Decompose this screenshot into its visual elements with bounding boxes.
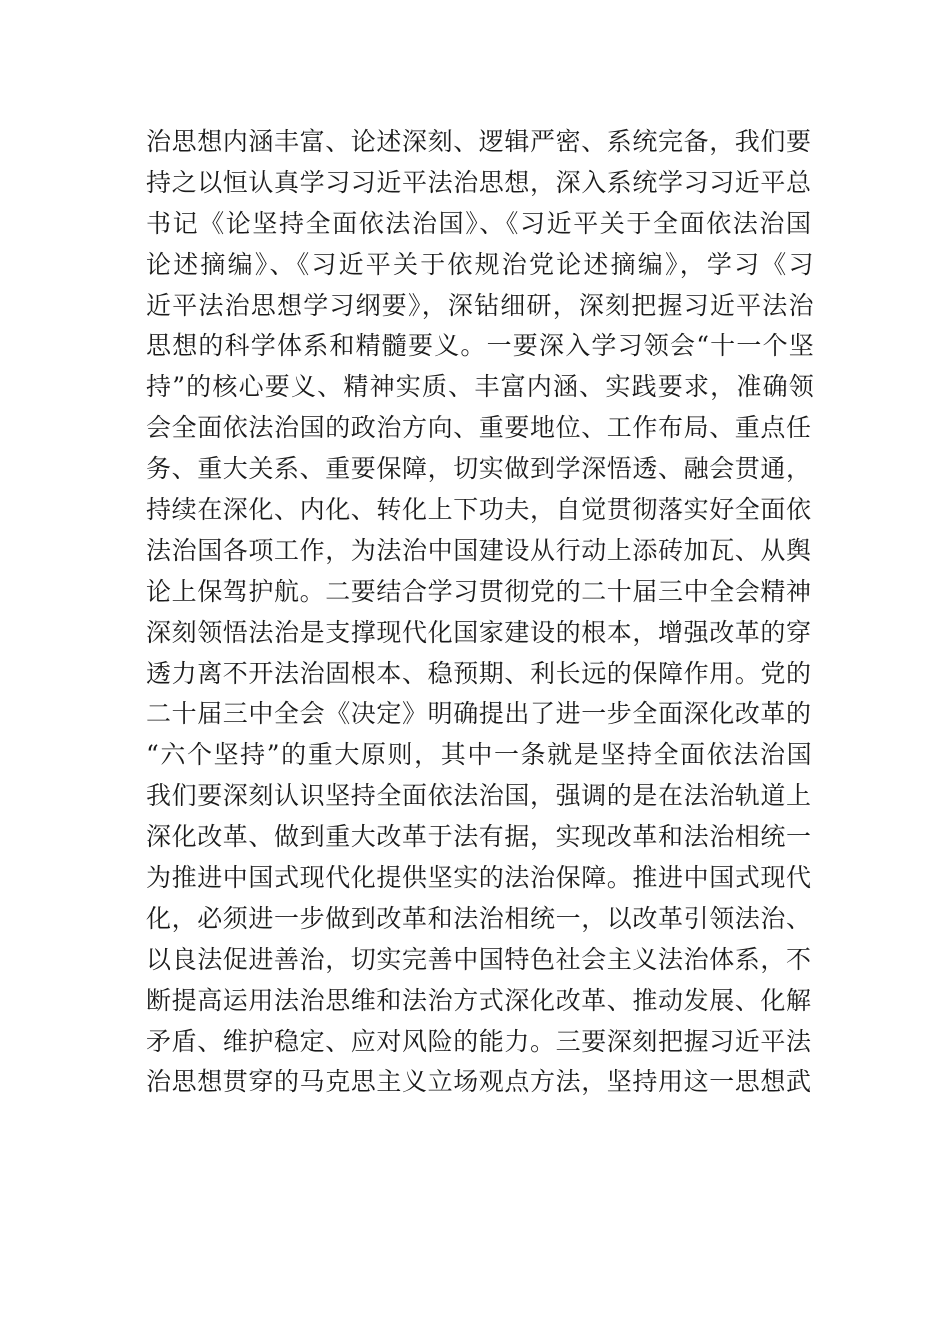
text-line: 深刻领悟法治是支撑现代化国家建设的根本，增强改革的穿 [146,617,812,647]
text-line: 持”的核心要义、精神实质、丰富内涵、实践要求，准确领 [146,372,815,402]
text-line: 持续在深化、内化、转化上下功夫，自觉贯彻落实好全面依 [146,495,812,525]
text-line: 法治国各项工作，为法治中国建设从行动上添砖加瓦、从舆 [146,535,812,565]
text-line: 论上保驾护航。二要结合学习贯彻党的二十届三中全会精神 [146,576,812,606]
text-line: 思想的科学体系和精髓要义。一要深入学习领会“十一个坚 [146,331,815,361]
text-line: 会全面依法治国的政治方向、重要地位、工作布局、重点任 [146,413,812,443]
text-line: 二十届三中全会《决定》明确提出了进一步全面深化改革的 [146,699,812,729]
text-line: 我们要深刻认识坚持全面依法治国，强调的是在法治轨道上 [146,781,812,811]
text-line: 持之以恒认真学习习近平法治思想，深入系统学习习近平总 [146,167,812,197]
text-line: “六个坚持”的重大原则，其中一条就是坚持全面依法治国 [146,740,814,770]
text-line: 治思想内涵丰富、论述深刻、逻辑严密、系统完备，我们要 [146,127,812,156]
text-line: 书记《论坚持全面依法治国》、《习近平关于全面依法治国 [146,208,813,238]
text-line: 治思想贯穿的马克思主义立场观点方法，坚持用这一思想武 [146,1067,812,1097]
text-line: 透力离不开法治固根本、稳预期、利长远的保障作用。党的 [146,658,812,688]
body-text [146,122,816,1103]
text-line: 务、重大关系、重要保障，切实做到学深悟透、融会贯通， [146,454,812,484]
text-line: 论述摘编》、《习近平关于依规治党论述摘编》，学习《习 [146,249,816,279]
text-line: 为推进中国式现代化提供坚实的法治保障。推进中国式现代 [146,863,812,893]
text-line: 矛盾、维护稳定、应对风险的能力。三要深刻把握习近平法 [146,1026,812,1056]
text-line: 化，必须进一步做到改革和法治相统一，以改革引领法治、 [146,903,812,933]
text-line: 以良法促进善治，切实完善中国特色社会主义法治体系，不 [146,944,812,974]
text-line: 近平法治思想学习纲要》，深钻细研，深刻把握习近平法治 [146,290,815,320]
text-line: 断提高运用法治思维和法治方式深化改革、推动发展、化解 [146,985,812,1015]
text-line: 深化改革、做到重大改革于法有据，实现改革和法治相统一 [146,822,812,852]
